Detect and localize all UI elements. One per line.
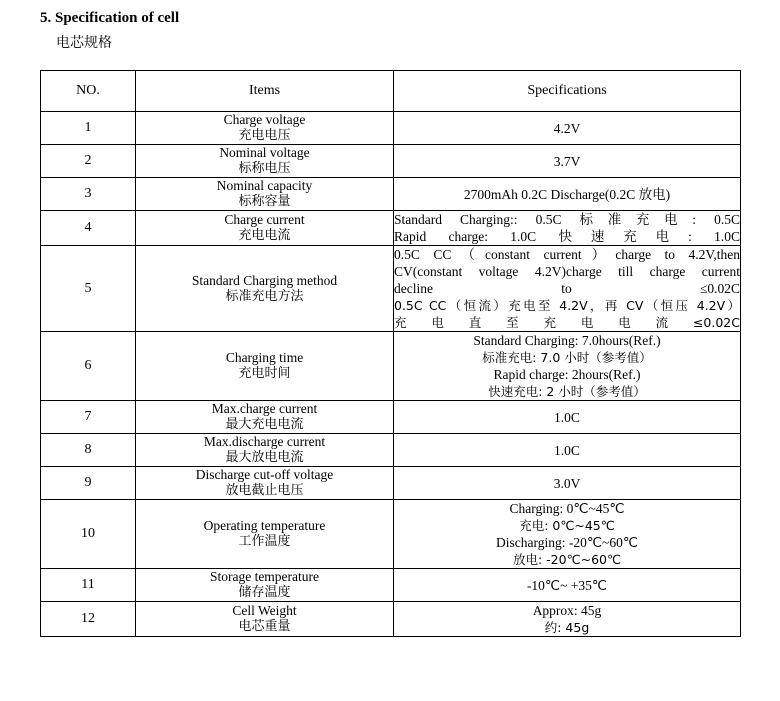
row-number: 5	[41, 246, 136, 332]
section-heading-cn: 电芯规格	[56, 35, 112, 51]
row-item-en: Nominal voltage	[219, 145, 310, 160]
row-specification	[394, 332, 741, 401]
spec-line: Rapid charge: 2hours(Ref.)	[493, 367, 641, 382]
row-item-cn: 最大充电电流	[225, 417, 304, 432]
spec-line: -10℃~ +35℃	[526, 577, 608, 593]
row-item-en: Cell Weight	[232, 603, 297, 618]
table-row	[41, 112, 741, 145]
row-specification	[394, 500, 741, 569]
row-specification	[394, 467, 741, 500]
row-specification	[394, 401, 741, 434]
row-item	[136, 467, 394, 500]
row-specification	[394, 211, 741, 246]
table-row	[41, 401, 741, 434]
row-number: 4	[41, 211, 136, 246]
row-specification	[394, 434, 741, 467]
spec-line: 1.0C	[554, 409, 580, 425]
row-item-en: Charge current	[224, 212, 305, 227]
column-header-no: NO.	[41, 71, 136, 112]
row-number: 11	[41, 569, 136, 602]
row-item-cn: 充电电流	[238, 228, 291, 243]
spec-line: 标准充电: 7.0 小时（参考值）	[482, 350, 652, 365]
row-number: 7	[41, 401, 136, 434]
spec-line: 0.5C CC（恒流）充电至 4.2V，再 CV（恒压 4.2V）	[394, 298, 740, 313]
table-row	[41, 500, 741, 569]
spec-line: Standard Charging: 7.0hours(Ref.)	[473, 333, 661, 348]
spec-line: 3.0V	[553, 475, 581, 491]
row-item-cn: 标称容量	[238, 194, 291, 209]
row-item-en: Max.charge current	[211, 401, 318, 416]
spec-line: CV(constant voltage 4.2V)charge till charge current	[394, 264, 740, 279]
spec-line: 3.7V	[553, 153, 581, 169]
table-body	[41, 112, 741, 637]
row-number: 1	[41, 112, 136, 145]
row-item	[136, 246, 394, 332]
cell-specification-table	[40, 70, 741, 637]
row-item	[136, 332, 394, 401]
row-number: 9	[41, 467, 136, 500]
row-item-en: Nominal capacity	[216, 178, 313, 193]
table-header-row	[41, 71, 741, 112]
table-row	[41, 246, 741, 332]
row-item-cn: 标准充电方法	[225, 288, 304, 304]
column-header-specifications: Specifications	[394, 71, 741, 112]
row-specification	[394, 246, 741, 332]
row-specification	[394, 178, 741, 211]
spec-line: 4.2V	[553, 120, 581, 136]
row-item	[136, 500, 394, 569]
row-item-cn: 标称电压	[238, 161, 291, 176]
row-item-cn: 最大放电电流	[225, 450, 304, 465]
row-item	[136, 211, 394, 246]
row-item	[136, 112, 394, 145]
row-item-en: Charge voltage	[223, 112, 306, 127]
row-item-en: Operating temperature	[203, 518, 326, 533]
row-specification	[394, 112, 741, 145]
section-heading-en: 5. Specification of cell	[40, 10, 180, 26]
row-item-en: Standard Charging method	[191, 272, 338, 288]
row-number: 12	[41, 602, 136, 637]
row-item-cn: 工作温度	[238, 534, 291, 549]
table-row	[41, 178, 741, 211]
spec-line: 0.5C CC（constant current）charge to 4.2V,then	[394, 247, 740, 262]
row-item	[136, 602, 394, 637]
table-row	[41, 145, 741, 178]
spec-line: Approx: 45g	[532, 603, 602, 618]
row-item-cn: 电芯重量	[238, 619, 291, 634]
column-header-items: Items	[136, 71, 394, 112]
table-row	[41, 211, 741, 246]
spec-line: 放电: -20℃~60℃	[512, 552, 622, 567]
row-item-en: Storage temperature	[209, 569, 320, 584]
row-item	[136, 145, 394, 178]
row-item-cn: 放电截止电压	[225, 483, 304, 498]
row-number: 10	[41, 500, 136, 569]
spec-line: 充电: 0℃~45℃	[519, 518, 615, 533]
spec-line: 2700mAh 0.2C Discharge(0.2C 放电)	[463, 186, 671, 202]
row-item-cn: 充电电压	[238, 128, 291, 143]
spec-line: Discharging: -20℃~60℃	[496, 535, 638, 550]
row-item	[136, 401, 394, 434]
spec-line: Standard Charging:: 0.5C 标准充电: 0.5C	[394, 212, 740, 227]
row-specification	[394, 145, 741, 178]
row-number: 8	[41, 434, 136, 467]
row-item-cn: 储存温度	[238, 585, 291, 600]
row-number: 2	[41, 145, 136, 178]
table-row	[41, 569, 741, 602]
row-specification	[394, 602, 741, 637]
spec-line: Charging: 0℃~45℃	[509, 501, 625, 516]
row-item-en: Charging time	[225, 350, 304, 365]
spec-line: 1.0C	[554, 442, 580, 458]
spec-line: 充电直至充电电流≤0.02C	[394, 315, 740, 330]
spec-line: Rapid charge: 1.0C 快速充电: 1.0C	[394, 229, 740, 244]
row-item	[136, 178, 394, 211]
table-header	[41, 71, 741, 112]
spec-line: 约: 45g	[544, 620, 590, 635]
row-number: 3	[41, 178, 136, 211]
spec-line: decline to ≤0.02C	[394, 281, 740, 296]
row-specification	[394, 569, 741, 602]
row-item-cn: 充电时间	[238, 366, 291, 381]
spec-line: 快速充电: 2 小时（参考值）	[488, 384, 646, 399]
row-item	[136, 569, 394, 602]
row-item-en: Max.discharge current	[203, 434, 326, 449]
table-row	[41, 602, 741, 637]
table-row	[41, 467, 741, 500]
row-item	[136, 434, 394, 467]
table-row	[41, 434, 741, 467]
row-item-en: Discharge cut-off voltage	[195, 467, 334, 482]
row-number: 6	[41, 332, 136, 401]
table-row	[41, 332, 741, 401]
